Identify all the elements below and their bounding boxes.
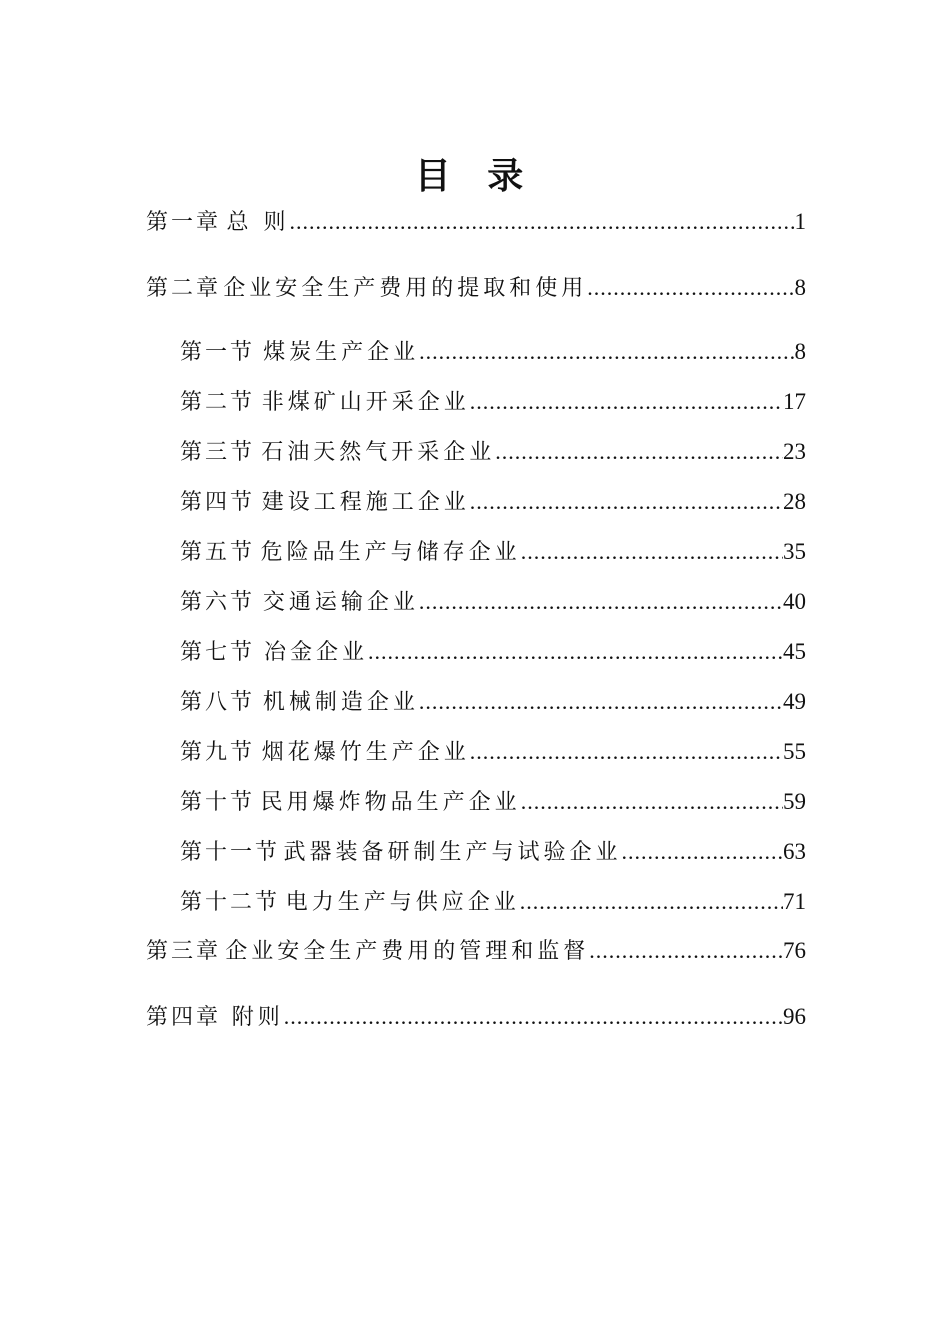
toc-label: 第五节 xyxy=(180,540,256,565)
toc-page-number: 8 xyxy=(794,275,806,300)
toc-entry-section-12[interactable] xyxy=(180,887,806,918)
toc-heading: 危险品生产与储存企业 xyxy=(260,540,521,565)
toc-entry-chapter-2[interactable] xyxy=(146,273,806,304)
toc-page-number: 71 xyxy=(783,889,806,914)
toc-heading: 企业安全生产费用的管理和监督 xyxy=(225,939,590,964)
toc-label: 第十二节 xyxy=(180,890,281,915)
toc-page-number: 63 xyxy=(783,839,806,864)
toc-heading: 冶金企业 xyxy=(263,640,368,665)
toc-leader xyxy=(368,637,783,667)
toc-heading: 交通运输企业 xyxy=(262,590,419,615)
toc-leader xyxy=(470,737,783,767)
toc-label: 第二节 xyxy=(180,390,256,415)
toc-page-number: 45 xyxy=(783,639,806,664)
toc-leader xyxy=(589,936,783,966)
toc-entry-section-11[interactable] xyxy=(180,837,806,868)
toc-leader xyxy=(419,687,783,717)
toc-heading: 武器装备研制生产与试验企业 xyxy=(283,840,622,865)
toc-leader xyxy=(284,1002,783,1032)
toc-entry-section-3[interactable] xyxy=(180,437,806,468)
toc-heading: 烟花爆竹生产企业 xyxy=(261,740,470,765)
toc-leader xyxy=(622,837,783,867)
toc-label: 第一章 xyxy=(146,210,222,235)
toc-leader xyxy=(470,387,783,417)
toc-entry-section-2[interactable] xyxy=(180,387,806,418)
toc-entry-section-10[interactable] xyxy=(180,787,806,818)
toc-heading: 建设工程施工企业 xyxy=(261,490,470,515)
toc-leader xyxy=(520,887,783,917)
toc-leader xyxy=(495,437,783,467)
toc-leader xyxy=(587,273,794,303)
toc-page-number: 1 xyxy=(794,209,806,234)
toc-label: 第四章 xyxy=(146,1005,222,1030)
toc-entry-section-6[interactable] xyxy=(180,587,806,618)
toc-entry-chapter-4[interactable] xyxy=(146,1002,806,1033)
toc-heading: 总 则 xyxy=(226,210,290,235)
toc-page-number: 40 xyxy=(783,589,806,614)
toc-heading: 石油天然气开采企业 xyxy=(261,440,496,465)
toc-heading: 非煤矿山开采企业 xyxy=(261,390,470,415)
toc-entry-chapter-3[interactable] xyxy=(146,936,806,967)
toc-label: 第三节 xyxy=(180,440,256,465)
toc-label: 第七节 xyxy=(180,640,256,665)
toc-heading: 电力生产与供应企业 xyxy=(285,890,520,915)
toc-label: 第八节 xyxy=(180,690,256,715)
toc-page-number: 96 xyxy=(783,1004,806,1029)
toc-page-number: 28 xyxy=(783,489,806,514)
toc-heading: 煤炭生产企业 xyxy=(263,340,420,365)
toc-label: 第十节 xyxy=(180,790,256,815)
toc-leader xyxy=(521,787,783,817)
toc-entry-section-5[interactable] xyxy=(180,537,806,568)
toc-leader xyxy=(419,587,783,617)
toc-label: 第二章 xyxy=(146,276,222,301)
toc-entry-section-7[interactable] xyxy=(180,637,806,668)
toc-page-number: 23 xyxy=(783,439,806,464)
toc-heading: 附则 xyxy=(231,1005,284,1030)
toc-leader xyxy=(289,207,794,237)
toc-entry-section-1[interactable] xyxy=(180,337,806,368)
toc-entry-section-8[interactable] xyxy=(180,687,806,718)
toc-label: 第十一节 xyxy=(180,840,281,865)
toc-heading: 民用爆炸物品生产企业 xyxy=(260,790,521,815)
toc-page-number: 55 xyxy=(783,739,806,764)
page-title: 目 录 xyxy=(414,156,536,197)
toc-page-number: 17 xyxy=(783,389,806,414)
toc-page-number: 59 xyxy=(783,789,806,814)
toc-label: 第一节 xyxy=(180,340,256,365)
toc-page-number: 8 xyxy=(794,339,806,364)
toc-label: 第六节 xyxy=(180,590,256,615)
toc-leader xyxy=(419,337,794,367)
toc-entry-section-9[interactable] xyxy=(180,737,806,768)
toc-leader xyxy=(470,487,783,517)
toc-entry-section-4[interactable] xyxy=(180,487,806,518)
toc-heading: 机械制造企业 xyxy=(262,690,419,715)
toc-heading: 企业安全生产费用的提取和使用 xyxy=(223,276,588,301)
toc-label: 第三章 xyxy=(146,939,222,964)
toc-leader xyxy=(521,537,783,567)
toc-label: 第四节 xyxy=(180,490,256,515)
toc-page-number: 35 xyxy=(783,539,806,564)
toc-label: 第九节 xyxy=(180,740,256,765)
toc-page-number: 76 xyxy=(783,938,806,963)
toc-entry-chapter-1[interactable] xyxy=(146,207,806,238)
toc-page-number: 49 xyxy=(783,689,806,714)
